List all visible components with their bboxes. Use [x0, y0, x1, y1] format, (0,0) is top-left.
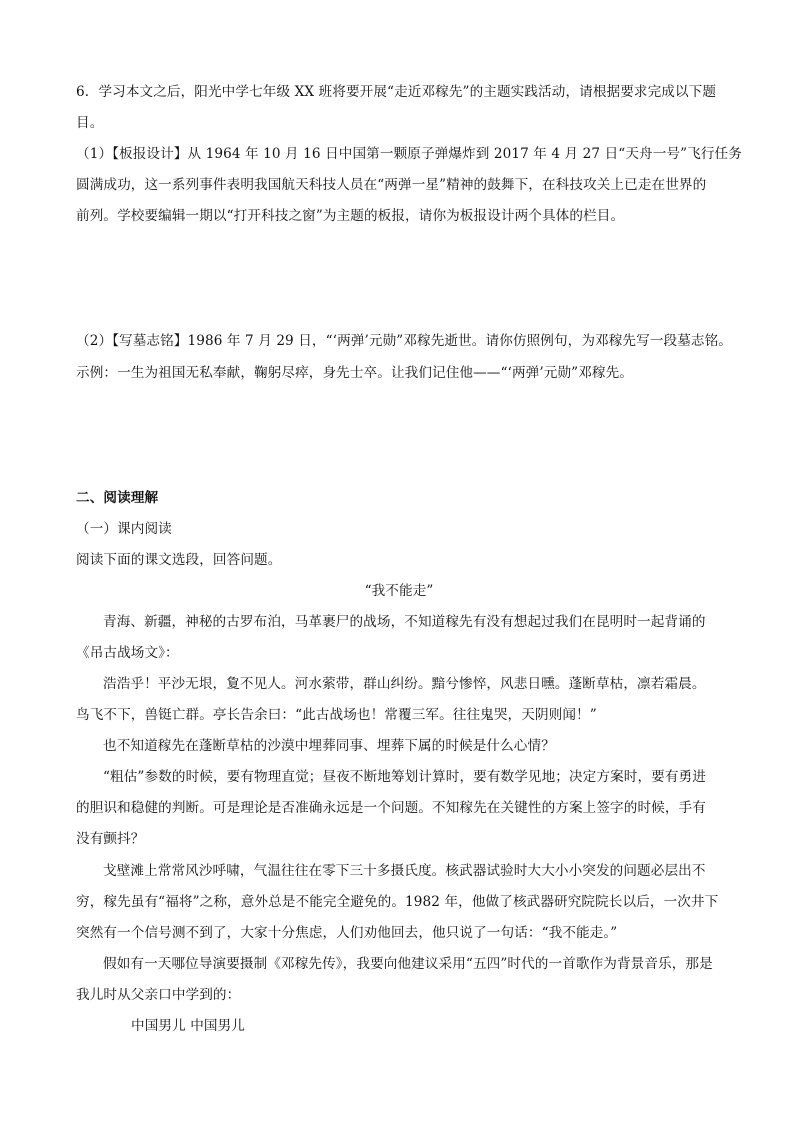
passage-p4-line1: “粗估”参数的时候，要有物理直觉；昼夜不断地筹划计算时，要有数学见地；决定方案时，要有勇进	[103, 769, 706, 785]
passage-p4-line2: 的胆识和稳健的判断。可是理论是否准确永远是一个问题。不知稼先在关键性的方案上签字的时候，手有	[76, 800, 706, 816]
passage-p6-line2: 我儿时从父亲口中学到的：	[76, 987, 241, 1003]
question6-part2-line1: （2）【写墓志铭】1986 年 7 月 29 日，“‘两弹’元勋”邓稼先逝世。请你仿照例句，为邓稼先写一段墓志铭。	[76, 333, 732, 349]
passage-p5-line3: 突然有一个信号测不到了，大家十分焦虑，人们劝他回去，他只说了一句话：“我不能走。”	[76, 925, 618, 941]
question6-part1-line3: 前列。学校要编辑一期以“打开科技之窗”为主题的板报，请你为板报设计两个具体的栏目。	[76, 208, 625, 224]
passage-p5-line2: 穷，稼先虽有“福将”之称，意外总是不能完全避免的。1982 年，他做了核武器研究院院长以后，一次井下	[76, 894, 719, 910]
question6-intro-line1: 6．学习本文之后，阳光中学七年级 XX 班将要开展“走近邓稼先”的主题实践活动，请根据要求完成以下题	[76, 84, 717, 100]
question6-part1-line2: 圆满成功，这一系列事件表明我国航天科技人员在“两弹一星”精神的鼓舞下，在科技攻关上已走在世界的	[76, 177, 707, 193]
passage-p3-line1: 也不知道稼先在蓬断草枯的沙漠中埋葬同事、埋葬下属的时候是什么心情？	[103, 738, 555, 754]
passage-p1-line2: 《吊古战场文》：	[76, 645, 179, 661]
passage-p4-line3: 没有颤抖？	[76, 831, 145, 847]
question6-intro-line2: 目。	[76, 115, 104, 131]
passage-p2-line1: 浩浩乎！平沙无垠，夐不见人。河水萦带，群山纠纷。黯兮惨悴，风悲日曛。蓬断草枯，凛若霜晨。	[103, 676, 706, 692]
question6-part1-line1: （1）【板报设计】从 1964 年 10 月 16 日中国第一颗原子弹爆炸到 2017 年 4 月 27 日“天舟一号”飞行任务	[76, 146, 742, 162]
reading-instruction: 阅读下面的课文选段，回答问题。	[76, 552, 282, 568]
question6-part2-example: 示例：一生为祖国无私奉献，鞠躬尽瘁，身先士卒。让我们记住他——“‘两弹’元勋”邓稼先。	[76, 365, 633, 381]
song-line: 中国男儿 中国男儿	[131, 1018, 245, 1034]
passage-p1-line1: 青海、新疆，神秘的古罗布泊，马革裹尸的战场，不知道稼先有没有想起过我们在昆明时一起背诵的	[103, 614, 706, 630]
passage-p2-line2: 鸟飞不下，兽铤亡群。亭长告余曰：“此古战场也！常覆三军。往往鬼哭，天阴则闻！”	[76, 707, 597, 723]
passage-p6-line1: 假如有一天哪位导演要摄制《邓稼先传》，我要向他建议采用“五四”时代的一首歌作为背景音乐，那是	[103, 956, 713, 972]
section-heading: 二、阅读理解	[76, 490, 159, 506]
section-subheading: （一）课内阅读	[76, 521, 172, 537]
passage-title: “我不能走”	[364, 583, 434, 599]
passage-p5-line1: 戈壁滩上常常风沙呼啸，气温往往在零下三十多摄氏度。核武器试验时大大小小突发的问题必层出不	[103, 863, 706, 879]
